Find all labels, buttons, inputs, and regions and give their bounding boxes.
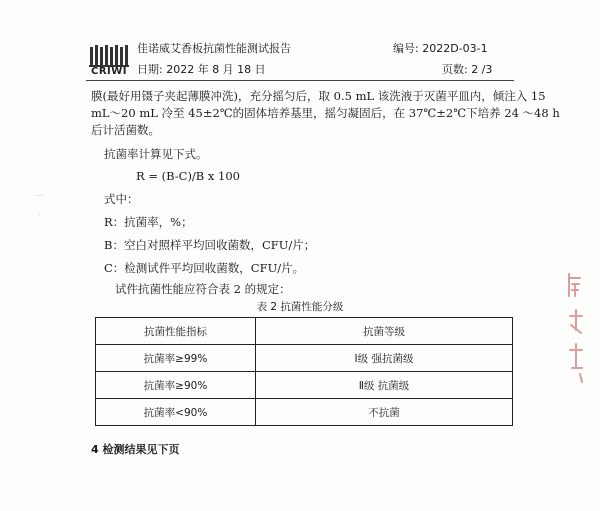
header-divider: [86, 80, 514, 81]
where-label: 式中：: [104, 192, 139, 206]
page-number: 页数: 2 /3: [442, 63, 493, 76]
body-line-2: mL～20 mL 冷至 45±2℃的固体培养基里，摇匀凝固后，在 37℃±2℃下培养 24 ～48 h: [91, 106, 560, 120]
table-cell: Ⅰ级 强抗菌级: [256, 345, 513, 372]
formula: R = (B-C)/B x 100: [136, 169, 240, 183]
table-cell: 抗菌率<90%: [96, 399, 256, 426]
table-header-row: [96, 318, 513, 345]
table-header-cell: 抗菌性能指标: [96, 318, 256, 345]
table-cell: 不抗菌: [256, 399, 513, 426]
definition-c: C：检测试件平均回收菌数，CFU/片。: [104, 261, 305, 275]
calc-intro: 抗菌率计算见下式。: [104, 147, 208, 161]
logo-text: CRIWI: [90, 66, 127, 77]
antibacterial-grade-table: [95, 317, 513, 426]
report-title: 佳诺威艾香板抗菌性能测试报告: [137, 42, 291, 55]
table-row: [96, 372, 513, 399]
report-number: 编号: 2022D-03-1: [393, 42, 488, 55]
section-4-heading: 4 检测结果见下页: [91, 443, 180, 456]
definition-b: B：空白对照样平均回收菌数，CFU/片；: [104, 238, 316, 252]
report-date: 日期: 2022 年 8 月 18 日: [137, 63, 266, 76]
definition-r: R：抗菌率，%；: [104, 215, 193, 229]
margin-mark: 一: [34, 192, 44, 203]
requirement-text: 试件抗菌性能应符合表 2 的规定：: [115, 282, 291, 296]
table-row: [96, 345, 513, 372]
body-line-1: 膜(最好用镊子夹起薄膜冲洗)，充分摇匀后，取 0.5 mL 该洗液于灭菌平皿内，倾注入 15: [91, 89, 546, 103]
margin-mark: ·: [38, 210, 42, 221]
table-header-cell: 抗菌等级: [256, 318, 513, 345]
table-cell: 抗菌率≥90%: [96, 372, 256, 399]
table-row: [96, 399, 513, 426]
table-cell: 抗菌率≥99%: [96, 345, 256, 372]
table-cell: Ⅱ级 抗菌级: [256, 372, 513, 399]
inspection-stamp-icon: [566, 270, 588, 390]
table-caption: 表 2 抗菌性能分级: [256, 301, 344, 313]
body-line-3: 后计活菌数。: [91, 123, 160, 137]
